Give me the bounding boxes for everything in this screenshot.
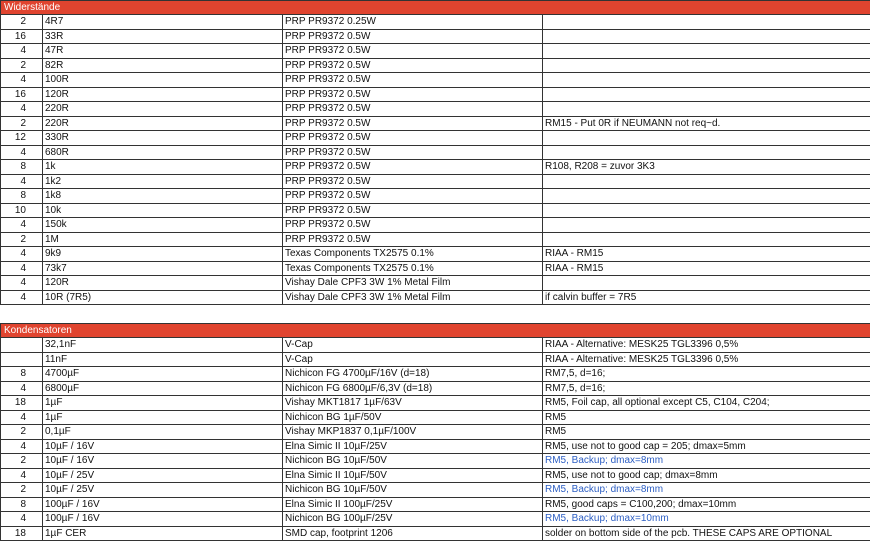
value-cell: 220R: [43, 102, 283, 117]
capacitor-table: [0, 323, 870, 541]
table-row: [1, 203, 870, 218]
note-cell: [543, 131, 870, 146]
part-cell: Elna Simic II 100µF/25V: [283, 497, 543, 512]
qty-cell: 4: [1, 381, 43, 396]
qty-cell: 2: [1, 15, 43, 30]
qty-cell: 2: [1, 483, 43, 498]
part-cell: Vishay Dale CPF3 3W 1% Metal Film: [283, 290, 543, 305]
value-cell: 120R: [43, 87, 283, 102]
qty-cell: 2: [1, 58, 43, 73]
table-row: [1, 160, 870, 175]
value-cell: 1k: [43, 160, 283, 175]
value-cell: 0,1µF: [43, 425, 283, 440]
value-cell: 1k2: [43, 174, 283, 189]
qty-cell: 4: [1, 468, 43, 483]
qty-cell: 2: [1, 425, 43, 440]
table-row: [1, 381, 870, 396]
table-row: [1, 526, 870, 541]
part-cell: PRP PR9372 0.5W: [283, 174, 543, 189]
value-cell: 4700µF: [43, 367, 283, 382]
part-cell: PRP PR9372 0.5W: [283, 131, 543, 146]
note-cell: RM5: [543, 425, 870, 440]
part-cell: Nichicon BG 1µF/50V: [283, 410, 543, 425]
part-cell: PRP PR9372 0.5W: [283, 203, 543, 218]
part-cell: PRP PR9372 0.5W: [283, 160, 543, 175]
table-row: [1, 512, 870, 527]
part-cell: PRP PR9372 0.5W: [283, 218, 543, 233]
note-cell: [543, 232, 870, 247]
note-cell: [543, 174, 870, 189]
part-cell: PRP PR9372 0.5W: [283, 73, 543, 88]
value-cell: 220R: [43, 116, 283, 131]
table-row: [1, 131, 870, 146]
part-cell: V-Cap: [283, 352, 543, 367]
part-cell: Texas Components TX2575 0.1%: [283, 261, 543, 276]
part-cell: Nichicon BG 10µF/50V: [283, 483, 543, 498]
value-cell: 6800µF: [43, 381, 283, 396]
value-cell: 1k8: [43, 189, 283, 204]
qty-cell: 4: [1, 439, 43, 454]
value-cell: 47R: [43, 44, 283, 59]
value-cell: 10k: [43, 203, 283, 218]
part-cell: PRP PR9372 0.5W: [283, 145, 543, 160]
note-cell: [543, 87, 870, 102]
table-row: [1, 189, 870, 204]
value-cell: 1M: [43, 232, 283, 247]
note-cell: RM5, Backup; dmax=8mm: [543, 483, 870, 498]
value-cell: 82R: [43, 58, 283, 73]
table-row: [1, 261, 870, 276]
table-row: [1, 29, 870, 44]
value-cell: 10µF / 16V: [43, 439, 283, 454]
table-row: [1, 338, 870, 353]
note-cell: RM5, Foil cap, all optional except C5, C104, C204;: [543, 396, 870, 411]
table-row: [1, 439, 870, 454]
part-cell: PRP PR9372 0.5W: [283, 58, 543, 73]
qty-cell: 4: [1, 44, 43, 59]
qty-cell: 2: [1, 116, 43, 131]
part-cell: PRP PR9372 0.5W: [283, 189, 543, 204]
value-cell: 150k: [43, 218, 283, 233]
qty-cell: 4: [1, 290, 43, 305]
qty-cell: 8: [1, 497, 43, 512]
note-cell: [543, 189, 870, 204]
part-cell: Nichicon FG 4700µF/16V (d=18): [283, 367, 543, 382]
note-cell: [543, 29, 870, 44]
table-row: [1, 15, 870, 30]
qty-cell: 4: [1, 410, 43, 425]
part-cell: V-Cap: [283, 338, 543, 353]
value-cell: 330R: [43, 131, 283, 146]
note-cell: [543, 102, 870, 117]
table-row: [1, 468, 870, 483]
qty-cell: 4: [1, 247, 43, 262]
section-header-resistors: [1, 1, 870, 15]
table-row: [1, 276, 870, 291]
value-cell: 100µF / 16V: [43, 512, 283, 527]
table-row: [1, 73, 870, 88]
part-cell: PRP PR9372 0.5W: [283, 102, 543, 117]
qty-cell: 4: [1, 512, 43, 527]
table-row: [1, 483, 870, 498]
note-cell: RIAA - Alternative: MESK25 TGL3396 0,5%: [543, 352, 870, 367]
value-cell: 1µF CER: [43, 526, 283, 541]
qty-cell: [1, 352, 43, 367]
note-cell: RIAA - RM15: [543, 247, 870, 262]
part-cell: PRP PR9372 0.5W: [283, 44, 543, 59]
qty-cell: 4: [1, 145, 43, 160]
note-cell: RM5, use not to good cap; dmax=8mm: [543, 468, 870, 483]
note-cell: [543, 145, 870, 160]
part-cell: Vishay MKT1817 1µF/63V: [283, 396, 543, 411]
qty-cell: 4: [1, 102, 43, 117]
value-cell: 1µF: [43, 396, 283, 411]
note-cell: solder on bottom side of the pcb. THESE CAPS ARE OPTIONAL: [543, 526, 870, 541]
note-cell: if calvin buffer = 7R5: [543, 290, 870, 305]
note-cell: [543, 15, 870, 30]
value-cell: 9k9: [43, 247, 283, 262]
table-row: [1, 116, 870, 131]
table-row: [1, 247, 870, 262]
qty-cell: 16: [1, 87, 43, 102]
note-cell: RM5, Backup; dmax=8mm: [543, 454, 870, 469]
note-cell: RM5: [543, 410, 870, 425]
qty-cell: 12: [1, 131, 43, 146]
note-cell: [543, 73, 870, 88]
qty-cell: 4: [1, 73, 43, 88]
note-cell: RM15 - Put 0R if NEUMANN not req~d.: [543, 116, 870, 131]
part-cell: PRP PR9372 0.5W: [283, 232, 543, 247]
value-cell: 680R: [43, 145, 283, 160]
value-cell: 10µF / 16V: [43, 454, 283, 469]
part-cell: PRP PR9372 0.5W: [283, 29, 543, 44]
value-cell: 4R7: [43, 15, 283, 30]
section-title: Kondensatoren: [1, 324, 870, 338]
section-header-capacitors: [1, 324, 870, 338]
table-row: [1, 58, 870, 73]
qty-cell: 4: [1, 174, 43, 189]
note-cell: [543, 58, 870, 73]
qty-cell: 16: [1, 29, 43, 44]
qty-cell: 4: [1, 261, 43, 276]
note-cell: RIAA - RM15: [543, 261, 870, 276]
qty-cell: 8: [1, 367, 43, 382]
note-cell: RM5, Backup; dmax=10mm: [543, 512, 870, 527]
part-cell: PRP PR9372 0.5W: [283, 116, 543, 131]
qty-cell: 8: [1, 189, 43, 204]
note-cell: [543, 218, 870, 233]
note-cell: [543, 276, 870, 291]
note-cell: RIAA - Alternative: MESK25 TGL3396 0,5%: [543, 338, 870, 353]
table-row: [1, 290, 870, 305]
qty-cell: 2: [1, 454, 43, 469]
part-cell: Nichicon BG 10µF/50V: [283, 454, 543, 469]
qty-cell: [1, 338, 43, 353]
value-cell: 1µF: [43, 410, 283, 425]
part-cell: Elna Simic II 10µF/50V: [283, 468, 543, 483]
table-row: [1, 218, 870, 233]
value-cell: 100R: [43, 73, 283, 88]
value-cell: 100µF / 16V: [43, 497, 283, 512]
table-row: [1, 396, 870, 411]
note-cell: [543, 44, 870, 59]
table-row: [1, 232, 870, 247]
table-row: [1, 352, 870, 367]
part-cell: Nichicon BG 100µF/25V: [283, 512, 543, 527]
qty-cell: 2: [1, 232, 43, 247]
table-row: [1, 174, 870, 189]
part-cell: Vishay Dale CPF3 3W 1% Metal Film: [283, 276, 543, 291]
table-row: [1, 367, 870, 382]
qty-cell: 8: [1, 160, 43, 175]
table-row: [1, 425, 870, 440]
qty-cell: 4: [1, 276, 43, 291]
table-row: [1, 87, 870, 102]
part-cell: Vishay MKP1837 0,1µF/100V: [283, 425, 543, 440]
table-row: [1, 44, 870, 59]
value-cell: 32,1nF: [43, 338, 283, 353]
part-cell: Nichicon FG 6800µF/6,3V (d=18): [283, 381, 543, 396]
table-row: [1, 497, 870, 512]
qty-cell: 10: [1, 203, 43, 218]
note-cell: [543, 203, 870, 218]
part-cell: Texas Components TX2575 0.1%: [283, 247, 543, 262]
note-cell: RM5, good caps = C100,200; dmax=10mm: [543, 497, 870, 512]
note-cell: RM7,5, d=16;: [543, 367, 870, 382]
table-row: [1, 102, 870, 117]
table-row: [1, 454, 870, 469]
value-cell: 10R (7R5): [43, 290, 283, 305]
value-cell: 10µF / 25V: [43, 483, 283, 498]
part-cell: PRP PR9372 0.25W: [283, 15, 543, 30]
note-cell: RM5, use not to good cap = 205; dmax=5mm: [543, 439, 870, 454]
value-cell: 11nF: [43, 352, 283, 367]
qty-cell: 18: [1, 526, 43, 541]
value-cell: 33R: [43, 29, 283, 44]
value-cell: 120R: [43, 276, 283, 291]
note-cell: R108, R208 = zuvor 3K3: [543, 160, 870, 175]
qty-cell: 4: [1, 218, 43, 233]
part-cell: PRP PR9372 0.5W: [283, 87, 543, 102]
value-cell: 10µF / 25V: [43, 468, 283, 483]
value-cell: 73k7: [43, 261, 283, 276]
table-row: [1, 410, 870, 425]
qty-cell: 18: [1, 396, 43, 411]
table-row: [1, 145, 870, 160]
part-cell: Elna Simic II 10µF/25V: [283, 439, 543, 454]
note-cell: RM7,5, d=16;: [543, 381, 870, 396]
section-title: Widerstände: [1, 1, 870, 15]
part-cell: SMD cap, footprint 1206: [283, 526, 543, 541]
